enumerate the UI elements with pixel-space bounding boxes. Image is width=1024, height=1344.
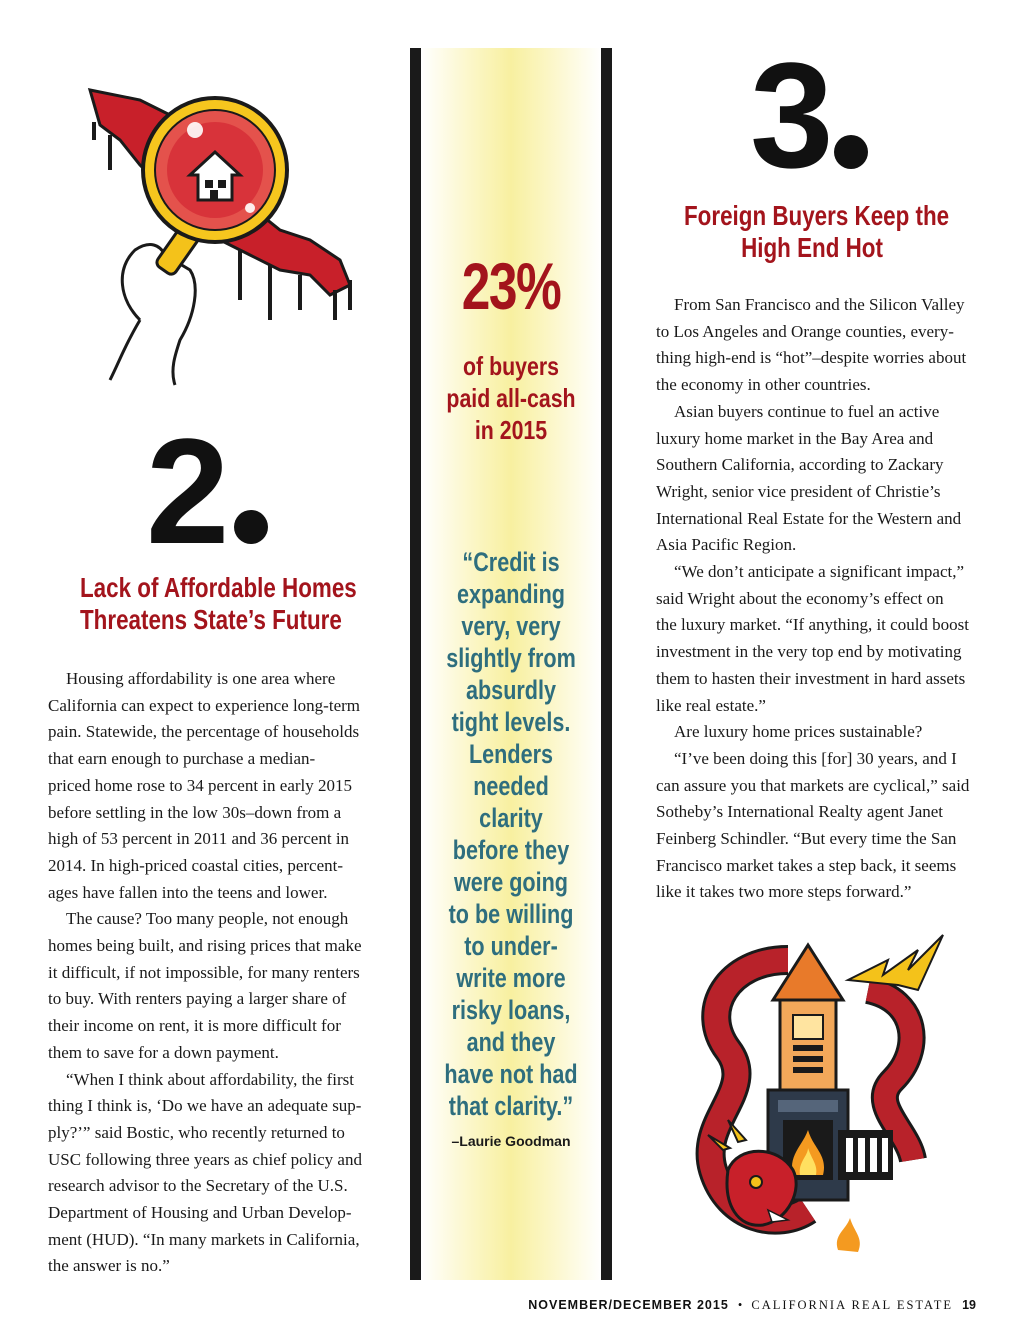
dragon-house-illustration bbox=[668, 920, 958, 1270]
pull-quote-line: very, very bbox=[461, 611, 561, 641]
section-2-body-line: Housing affordability is one area where bbox=[66, 669, 336, 688]
section-3-body-line: like it takes two more steps forward.” bbox=[656, 882, 912, 902]
section-2-body-line: their income on rent, it is more difficult for bbox=[48, 1016, 341, 1036]
section-3-body-line: them to hasten their investment in hard assets bbox=[656, 668, 966, 688]
section-2-body-line: pain. Statewide, the percentage of households bbox=[48, 722, 360, 742]
section-3-title bbox=[652, 200, 972, 264]
section-3-body-line: Wright, senior vice president of Christie’s bbox=[656, 481, 941, 501]
section-number-2-dot bbox=[234, 510, 268, 544]
section-number-2: 2 bbox=[146, 407, 224, 575]
pull-quote-line: needed bbox=[473, 771, 549, 801]
pull-quote-line: Lenders bbox=[468, 739, 554, 769]
section-3-body-line: International Real Estate for the Western and bbox=[656, 508, 962, 528]
section-3-title-line: High End Hot bbox=[741, 232, 883, 263]
page-number: 19 bbox=[962, 1298, 976, 1312]
stat-caption-line: of buyers bbox=[463, 351, 559, 381]
section-3-body-line: Asia Pacific Region. bbox=[656, 535, 797, 555]
section-2-body-line: The cause? Too many people, not enough bbox=[66, 909, 349, 929]
section-2-body-line: research advisor to the Secretary of the U.S. bbox=[48, 1176, 348, 1196]
section-2-body-line: priced home rose to 34 percent in early 2015 bbox=[48, 775, 353, 795]
pull-quote-line: “Credit is bbox=[462, 547, 560, 577]
section-2-body-line: thing I think is, ‘Do we have an adequate sup- bbox=[48, 1096, 362, 1116]
section-2-title bbox=[48, 572, 368, 636]
pull-quote-line: to be willing bbox=[448, 899, 574, 929]
pull-quote-line: that clarity.” bbox=[448, 1091, 574, 1121]
section-2-body-line: it difficult, if not impossible, for many renters bbox=[48, 962, 360, 982]
pull-quote-line: have not had bbox=[444, 1059, 578, 1089]
section-3-body-line: Southern California, according to Zackary bbox=[656, 455, 944, 475]
section-2-body-line: them to save for a down payment. bbox=[48, 1042, 279, 1062]
section-2-body bbox=[48, 666, 378, 1280]
section-3-body-line: Feinberg Schindler. “But every time the San bbox=[656, 829, 957, 849]
section-3-title-line: Foreign Buyers Keep the bbox=[684, 200, 950, 231]
stat-percentage: 23% bbox=[461, 249, 561, 323]
section-3-body-line: the luxury market. “If anything, it could boost bbox=[656, 615, 970, 635]
section-3-body bbox=[656, 292, 986, 906]
section-3-body-line: Sotheby’s International Realty agent Janet bbox=[656, 802, 944, 822]
footer-issue: NOVEMBER/DECEMBER 2015 bbox=[528, 1298, 729, 1312]
section-2-body-line: USC following three years as chief policy and bbox=[48, 1149, 362, 1169]
pull-quote-line: risky loans, bbox=[451, 995, 571, 1025]
section-3-body-line: investment in the very top end by motivating bbox=[656, 642, 962, 662]
center-right-rule bbox=[601, 48, 612, 1280]
section-3-body-line: Francisco market takes a step back, it seems bbox=[656, 855, 957, 875]
section-2-body-line: 2014. In high-priced coastal cities, percent- bbox=[48, 855, 344, 875]
pull-quote bbox=[421, 546, 601, 1122]
section-3-body-line: the economy in other countries. bbox=[656, 375, 871, 395]
footer-separator: • bbox=[737, 1298, 743, 1312]
stat-caption-line: in 2015 bbox=[474, 415, 548, 445]
pull-quote-line: tight levels. bbox=[451, 707, 571, 737]
pull-quote-line: expanding bbox=[456, 579, 565, 609]
quote-attribution: –Laurie Goodman bbox=[451, 1133, 571, 1149]
footer-publication: CALIFORNIA REAL ESTATE bbox=[751, 1298, 953, 1312]
pull-quote-line: and they bbox=[466, 1027, 556, 1057]
page-footer bbox=[528, 1298, 976, 1313]
pull-quote-line: write more bbox=[456, 963, 566, 993]
pull-quote-line: absurdly bbox=[465, 675, 557, 705]
section-2-body-line: ply?’” said Bostic, who recently returned to bbox=[48, 1122, 345, 1142]
section-3-body-line: like real estate.” bbox=[656, 695, 766, 715]
section-2-body-line: to buy. With renters paying a larger share of bbox=[48, 989, 347, 1009]
section-2-body-line: homes being built, and rising prices that make bbox=[48, 936, 362, 956]
section-3-body-line: “I’ve been doing this [for] 30 years, and I bbox=[674, 748, 957, 768]
pull-quote-line: before they bbox=[452, 835, 570, 865]
pull-quote-line: to under- bbox=[464, 931, 558, 961]
section-3-body-line: Asian buyers continue to fuel an active bbox=[674, 401, 940, 421]
section-3-body-line: Are luxury home prices sustainable? bbox=[674, 722, 923, 742]
section-2-body-line: “When I think about affordability, the first bbox=[66, 1069, 354, 1089]
section-3-body-line: said Wright about the economy’s effect on bbox=[656, 588, 944, 608]
california-magnifier-illustration bbox=[80, 70, 380, 400]
section-3-body-line: luxury home market in the Bay Area and bbox=[656, 428, 934, 448]
section-3-body-line: “We don’t anticipate a significant impact,” bbox=[674, 562, 965, 582]
stat-caption bbox=[437, 350, 585, 446]
section-2-body-line: that earn enough to purchase a median- bbox=[48, 749, 316, 769]
section-2-title-line: Lack of Affordable Homes bbox=[80, 572, 357, 603]
stat-caption-line: paid all-cash bbox=[446, 383, 576, 413]
section-3-body-line: thing high-end is “hot”–despite worries about bbox=[656, 348, 967, 368]
section-3-body-line: can assure you that markets are cyclical,” said bbox=[656, 775, 970, 795]
pull-quote-line: slightly from bbox=[446, 643, 576, 673]
section-2-body-line: ment (HUD). “In many markets in California, bbox=[48, 1229, 360, 1249]
section-2-body-line: high of 53 percent in 2011 and 36 percent in bbox=[48, 829, 350, 849]
section-2-body-line: before settling in the low 30s–down from a bbox=[48, 802, 342, 822]
pull-quote-line: clarity bbox=[479, 803, 543, 833]
section-3-body-line: to Los Angeles and Orange counties, every- bbox=[656, 321, 954, 341]
section-3-body-line: From San Francisco and the Silicon Valley bbox=[674, 295, 965, 314]
section-number-3: 3 bbox=[750, 31, 828, 199]
section-2-body-line: ages have fallen into the teens and lower. bbox=[48, 882, 328, 902]
section-2-body-line: the answer is no.” bbox=[48, 1256, 170, 1276]
pull-quote-line: were going bbox=[453, 867, 568, 897]
section-2-body-line: Department of Housing and Urban Develop- bbox=[48, 1203, 352, 1223]
section-2-body-line: California can expect to experience long-term bbox=[48, 695, 360, 715]
section-2-title-line: Threatens State’s Future bbox=[80, 604, 342, 635]
section-number-3-dot bbox=[834, 135, 868, 169]
center-left-rule bbox=[410, 48, 421, 1280]
